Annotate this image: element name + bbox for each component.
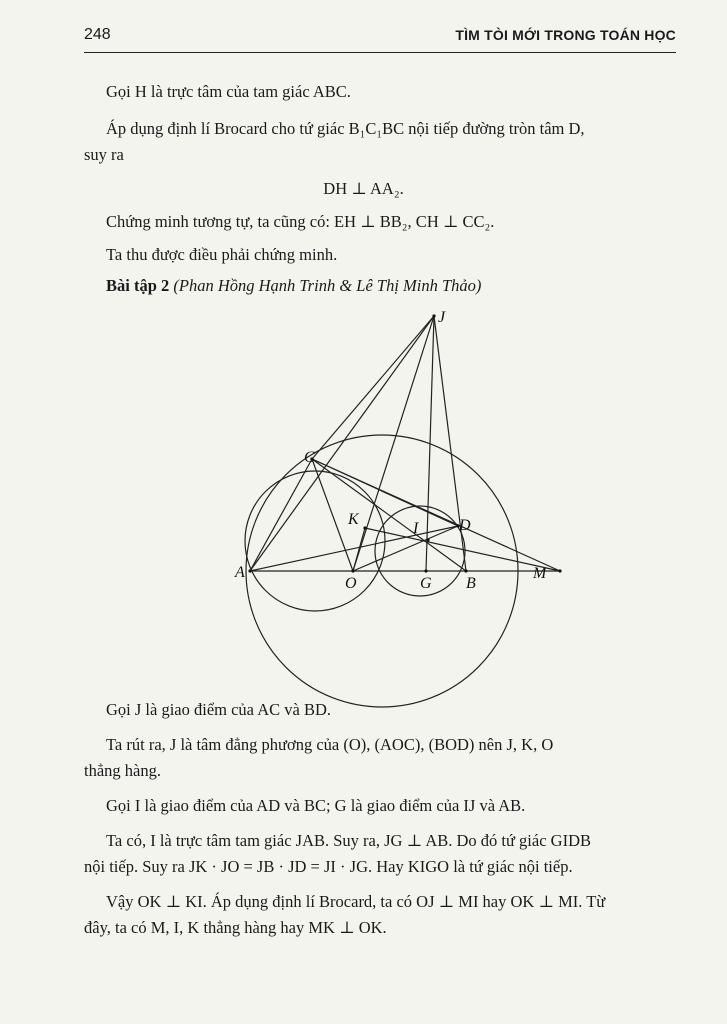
- point-g: [424, 569, 427, 572]
- point-b: [464, 569, 467, 572]
- exercise-2-label: Bài tập 2: [106, 276, 170, 295]
- label-a: A: [235, 564, 245, 581]
- point-o: [351, 569, 354, 572]
- line-aj: [250, 316, 434, 571]
- line-cj: [312, 316, 434, 459]
- label-d: D: [459, 517, 471, 534]
- line-jo: [353, 316, 434, 571]
- point-k: [363, 526, 366, 529]
- line-orthocenter: Gọi H là trực tâm của tam giác ABC.: [106, 82, 351, 101]
- line-final: đây, ta có M, I, K thẳng hàng hay MK ⊥ OK.: [84, 918, 387, 937]
- line-similar-proof: Chứng minh tương tự, ta cũng có: EH ⊥ BB₂, CH ⊥ CC₂.: [106, 212, 495, 231]
- line-suy-ra: suy ra: [84, 145, 124, 164]
- label-m: M: [533, 565, 547, 582]
- point-i: [426, 538, 429, 541]
- formula-dh-perp: DH ⊥ AA₂.: [323, 179, 404, 198]
- label-g: G: [420, 575, 432, 592]
- line-co: [312, 459, 353, 571]
- label-i: I: [413, 520, 419, 537]
- line-jg: [426, 316, 434, 571]
- line-radical-center: Ta rút ra, J là tâm đẳng phương của (O), (AOC), (BOD) nên J, K, O: [106, 735, 554, 754]
- line-def-i-g: Gọi I là giao điểm của AD và BC; G là giao điểm của IJ và AB.: [106, 796, 526, 815]
- label-c: C: [304, 449, 315, 466]
- point-m: [558, 569, 561, 572]
- line-brocard-apply: Áp dụng định lí Brocard cho tứ giác B₁C₁BC nội tiếp đường tròn tâm D,: [106, 119, 585, 138]
- line-cyclic-kigo: nội tiếp. Suy ra JK · JO = JB · JD = JI · JG. Hay KIGO là tứ giác nội tiếp.: [84, 857, 573, 876]
- exercise-2-authors: (Phan Hồng Hạnh Trinh & Lê Thị Minh Thảo): [173, 276, 482, 295]
- line-ac: [250, 459, 312, 571]
- label-o: O: [345, 575, 357, 592]
- label-b: B: [466, 575, 476, 592]
- label-k: K: [348, 511, 359, 528]
- point-a: [248, 569, 251, 572]
- line-ko: [353, 528, 365, 571]
- line-orthocenter-jab: Ta có, I là trực tâm tam giác JAB. Suy ra, JG ⊥ AB. Do đó tứ giác GIDB: [106, 831, 591, 850]
- line-cb: [312, 459, 466, 571]
- line-conclusion: Ta thu được điều phải chứng minh.: [106, 245, 338, 264]
- line-ok-perp-ki: Vậy OK ⊥ KI. Áp dụng định lí Brocard, ta có OJ ⊥ MI hay OK ⊥ MI. Từ: [106, 892, 606, 911]
- label-j: J: [438, 309, 446, 326]
- running-title: TÌM TÒI MỚI TRONG TOÁN HỌC: [455, 27, 676, 43]
- line-def-j: Gọi J là giao điểm của AC và BD.: [106, 700, 332, 719]
- point-j: [432, 314, 435, 317]
- page-number: 248: [84, 26, 111, 43]
- line-collinear: thẳng hàng.: [84, 761, 161, 780]
- line-od: [353, 526, 458, 571]
